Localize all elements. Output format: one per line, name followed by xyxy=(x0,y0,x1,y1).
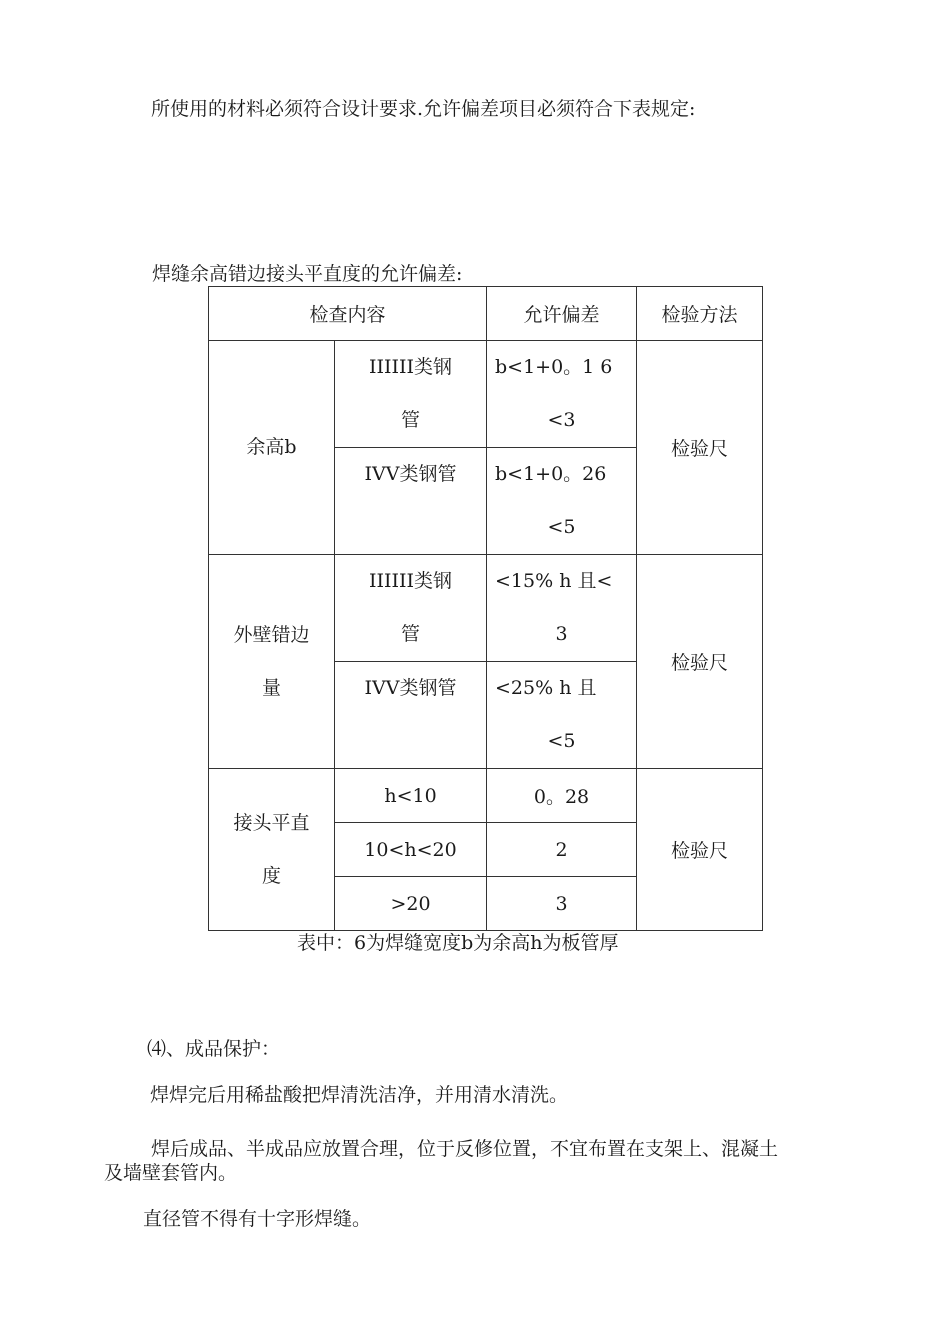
table-row xyxy=(209,769,763,823)
item-cell: 接头平直 度 xyxy=(209,769,335,931)
table-title: 焊缝余高错边接头平直度的允许偏差: xyxy=(152,263,463,285)
method-cell: 检验尺 xyxy=(637,341,763,555)
tolerance-cell: 0。28 xyxy=(487,769,637,823)
header-method: 检验方法 xyxy=(637,287,763,341)
header-inspection-content: 检查内容 xyxy=(209,287,487,341)
paragraph-placement-line2: 及墙壁套管内。 xyxy=(104,1162,238,1184)
paragraph-cross-weld: 直径管不得有十字形焊缝。 xyxy=(143,1208,372,1230)
paragraph-placement-line1: 焊后成品、半成品应放置合理，位于反修位置，不宜布置在支架上、混凝土 xyxy=(151,1138,779,1160)
item-cell: 余高b xyxy=(209,341,335,555)
header-tolerance: 允许偏差 xyxy=(487,287,637,341)
tolerance-table xyxy=(208,286,763,931)
tolerance-cell: b<1+0。1 6 <3 xyxy=(487,341,637,448)
tolerance-cell: <15% h 且< 3 xyxy=(487,555,637,662)
paragraph-cleaning: 焊焊完后用稀盐酸把焊清洗洁净，并用清水清洗。 xyxy=(150,1084,569,1106)
method-cell: 检验尺 xyxy=(637,555,763,769)
table-row xyxy=(209,555,763,662)
item-cell: 外壁错边 量 xyxy=(209,555,335,769)
type-cell: h<10 xyxy=(335,769,487,823)
tolerance-cell: 2 xyxy=(487,823,637,877)
type-cell: 10<h<20 xyxy=(335,823,487,877)
type-cell: IIIIII类钢 管 xyxy=(335,341,487,448)
table-header-row xyxy=(209,287,763,341)
section-heading: ⑷、成品保护： xyxy=(147,1038,281,1060)
type-cell: IIIIII类钢 管 xyxy=(335,555,487,662)
tolerance-cell: b<1+0。26 <5 xyxy=(487,448,637,555)
tolerance-cell: 3 xyxy=(487,877,637,931)
type-cell: IVV类钢管 xyxy=(335,448,487,555)
type-cell: IVV类钢管 xyxy=(335,662,487,769)
type-cell: >20 xyxy=(335,877,487,931)
table-caption: 表中：6为焊缝宽度b为余高h为板管厚 xyxy=(297,932,619,954)
method-cell: 检验尺 xyxy=(637,769,763,931)
table-row xyxy=(209,341,763,448)
intro-paragraph: 所使用的材料必须符合设计要求.允许偏差项目必须符合下表规定: xyxy=(151,98,696,120)
tolerance-cell: <25% h 且 <5 xyxy=(487,662,637,769)
